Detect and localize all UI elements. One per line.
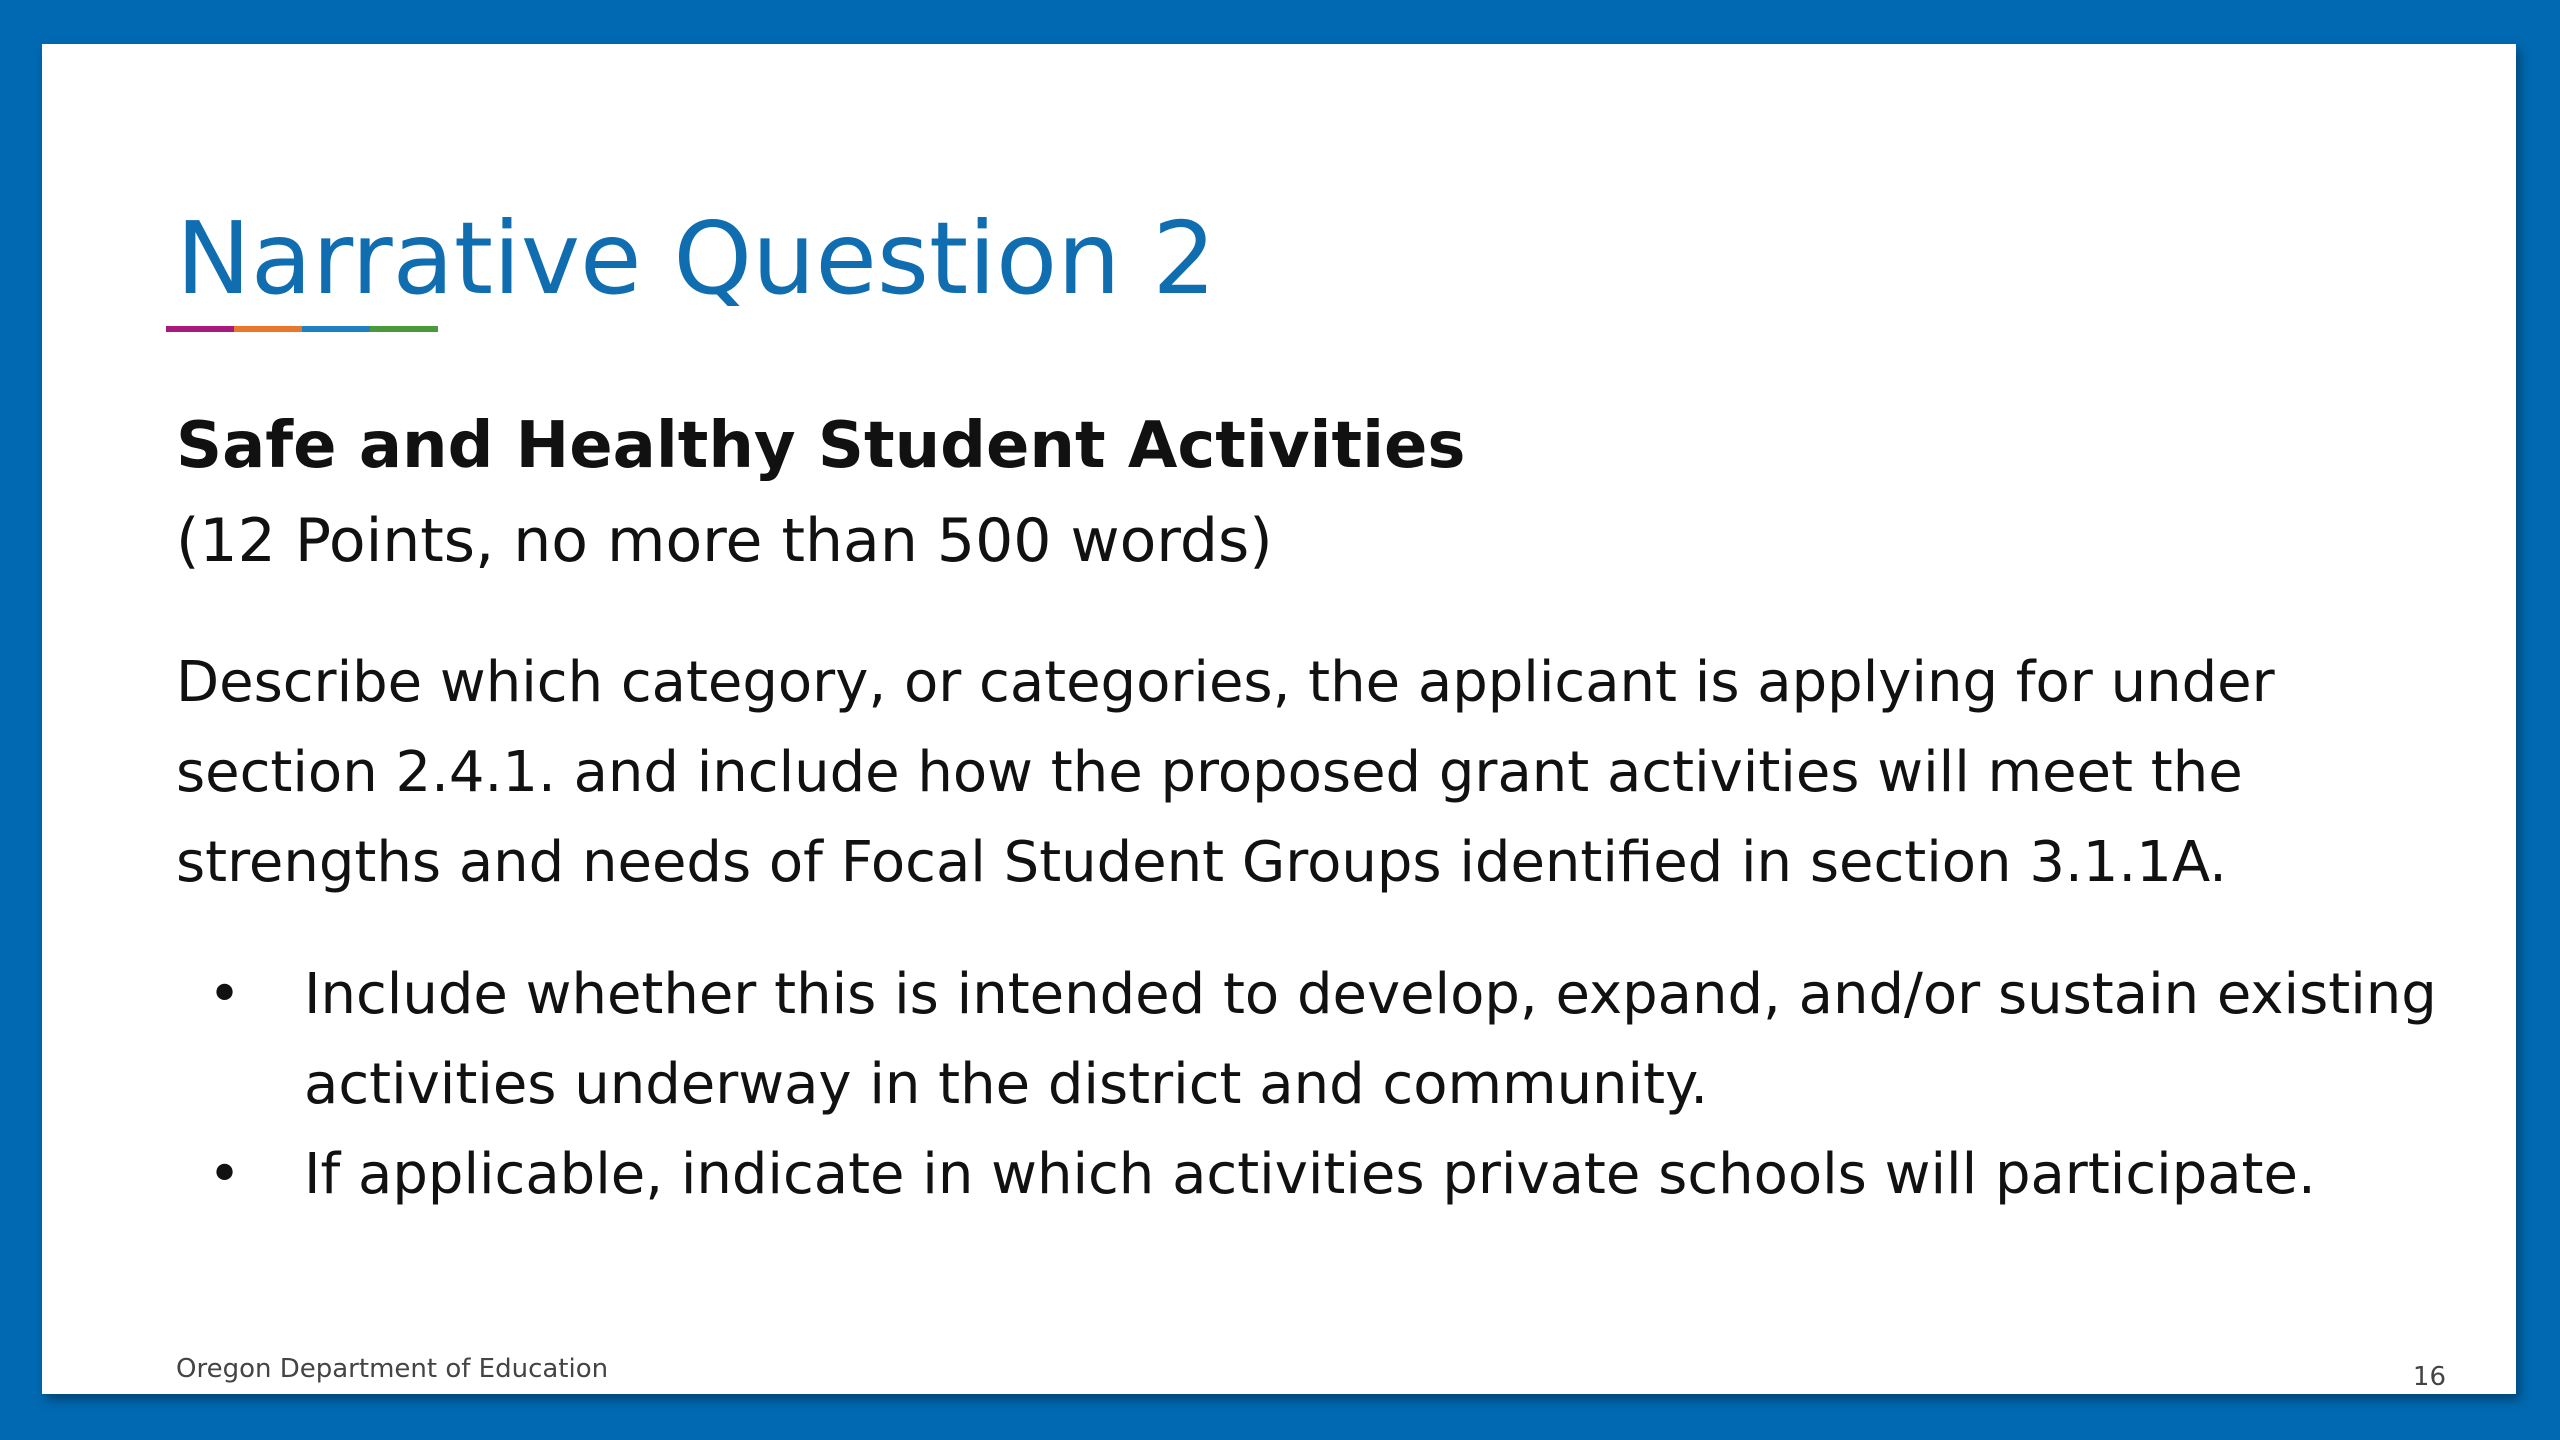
list-item [176, 1130, 2466, 1220]
question-description: Describe which category, or categories, the applicant is applying for under section 2.4.1. and include how the proposed grant activities will meet the strengths and needs of Focal Student Groups identified in section 3.1.1A. [176, 650, 2275, 895]
section-heading: Safe and Healthy Student Activities [176, 409, 1466, 483]
bullet-text: If applicable, indicate in which activities private schools will participate. [304, 1142, 2316, 1207]
accent-segment-4 [370, 326, 438, 332]
footer-organization: Oregon Department of Education [176, 1354, 609, 1384]
accent-segment-3 [302, 326, 370, 332]
title-accent-bar [166, 326, 438, 332]
slide-title: Narrative Question 2 [176, 200, 1216, 317]
page-number: 16 [2412, 1362, 2446, 1392]
slide [42, 44, 2516, 1394]
bullet-icon: • [208, 1142, 242, 1207]
bullet-icon: • [208, 962, 242, 1027]
points-note: (12 Points, no more than 500 words) [176, 506, 1273, 576]
bullet-list [176, 950, 2466, 1220]
list-item [176, 950, 2466, 1130]
bullet-text: Include whether this is intended to develop, expand, and/or sustain existing activities underway in the district and community. [304, 962, 2437, 1117]
accent-segment-1 [166, 326, 234, 332]
accent-segment-2 [234, 326, 302, 332]
